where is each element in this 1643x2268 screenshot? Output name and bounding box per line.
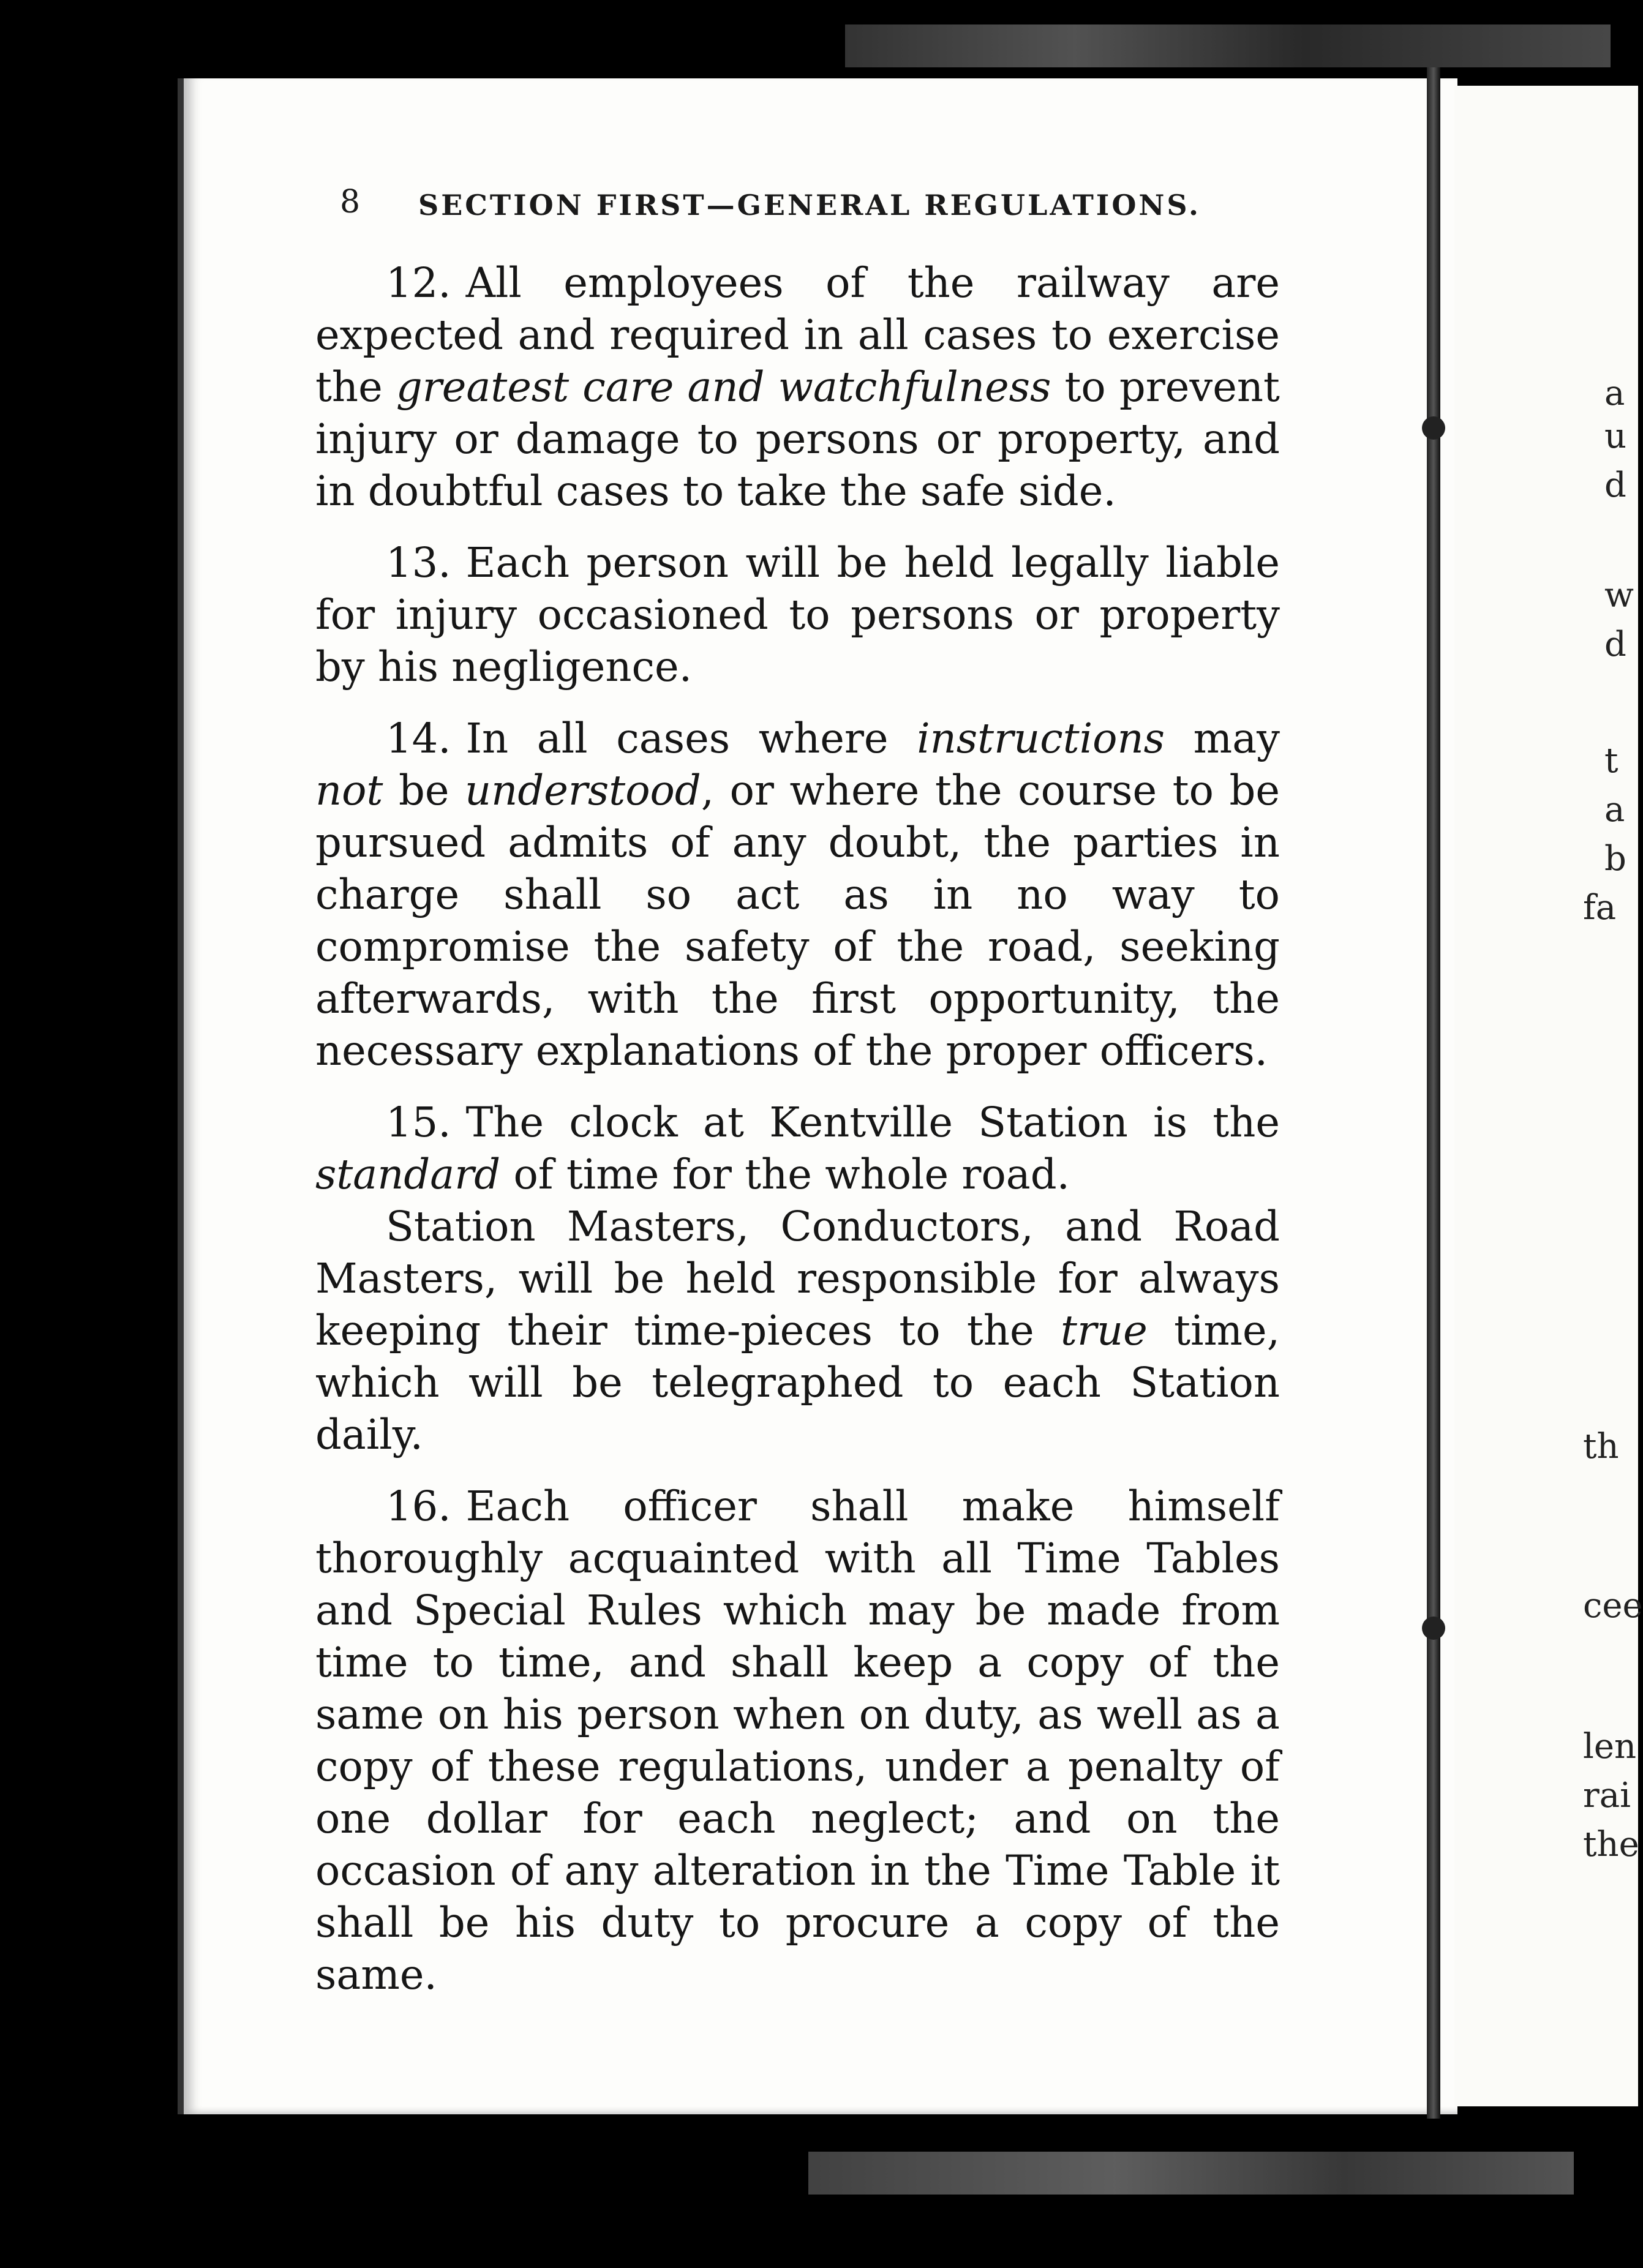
emphasis-text: instructions [917, 715, 1165, 762]
paragraph-text: of time for the whole road. [500, 1151, 1070, 1198]
paragraph-text: , or where the course to be pursued admits of any doubt, the parties in charge shall so act as in no way to compromise the safety of the road, seeking afterwards, with the first opportunity, the necessary explanations of the proper officers. [315, 767, 1280, 1075]
paragraph-text: All employees of the railway are expected and required in all cases to exercise the [315, 259, 1280, 411]
facing-page-fragment: len [1583, 1727, 1637, 1767]
page-body [315, 257, 1280, 2021]
binding-thread-knot [1422, 1617, 1445, 1640]
regulation-paragraph [315, 537, 1280, 693]
facing-page-fragment: fa [1583, 888, 1617, 928]
facing-page-fragment: th [1583, 1427, 1619, 1466]
facing-page-fragment: w [1604, 576, 1634, 615]
emphasis-text: not [315, 767, 383, 814]
emphasis-text: true [1061, 1307, 1148, 1354]
emphasis-text: standard [315, 1151, 501, 1198]
paragraph-text: Station Masters, Conductors, and Road Masters, will be held responsible for always keeping their time-pieces to the [315, 1203, 1280, 1354]
paragraph-number: 15. [386, 1098, 451, 1146]
page-number: 8 [340, 184, 363, 220]
regulation-paragraph [315, 1481, 1280, 2001]
emphasis-text: understood [465, 767, 701, 814]
facing-page-fragment: cee [1583, 1586, 1643, 1626]
paragraph-text: Each officer shall make himself thoroughly acquainted with all Time Tables and Special Rules which may be made from time to time, and shall keep a copy of the same on his person when on duty, as well as a copy of these regulations, under a penalty of one dollar for each neglect; and on the occasion of any alteration in the Time Table it shall be his duty to procure a copy of the same. [315, 1482, 1280, 1999]
facing-page-fragment: u [1604, 416, 1627, 456]
running-head [340, 184, 1258, 233]
book-gutter [1427, 67, 1440, 2119]
regulation-paragraph [315, 1201, 1280, 1461]
facing-page-fragment: t [1604, 741, 1619, 781]
paragraph-number: 13. [386, 539, 451, 587]
regulation-paragraph [315, 1097, 1280, 1201]
paragraph-number: 14. [386, 715, 451, 762]
regulation-paragraph [315, 257, 1280, 517]
facing-page-fragment: a [1604, 374, 1625, 413]
paragraph-text: Each person will be held legally liable for injury occasioned to persons or property by his negligence. [315, 539, 1280, 691]
emphasis-text: greatest care and watchfulness [396, 363, 1051, 411]
section-title: SECTION FIRST—GENERAL REGULATIONS. [418, 189, 1201, 222]
paragraph-number: 12. [386, 259, 451, 307]
paragraph-text: The clock at Kentville Station is the [465, 1098, 1280, 1146]
facing-page-fragment: a [1604, 790, 1625, 830]
paragraph-text: In all cases where [465, 715, 917, 762]
facing-page-fragment: b [1604, 839, 1626, 879]
regulation-paragraph [315, 713, 1280, 1077]
paragraph-number: 16. [386, 1482, 451, 1530]
scan-edge-bottom [808, 2152, 1574, 2195]
scan-edge-top [845, 24, 1611, 67]
binding-thread-knot [1422, 416, 1445, 440]
paragraph-text: be [383, 767, 465, 814]
facing-page-fragment: d [1604, 625, 1626, 664]
paragraph-text: time, which will be telegraphed to each Station daily. [315, 1307, 1280, 1459]
facing-page-fragment: the [1583, 1825, 1639, 1864]
paragraph-text: to prevent injury or damage to persons or property, and in doubtful cases to take the safe side. [315, 363, 1280, 515]
facing-page-fragment: rai [1583, 1776, 1631, 1816]
paragraph-text: may [1165, 715, 1280, 762]
facing-page-fragment: d [1604, 465, 1626, 505]
